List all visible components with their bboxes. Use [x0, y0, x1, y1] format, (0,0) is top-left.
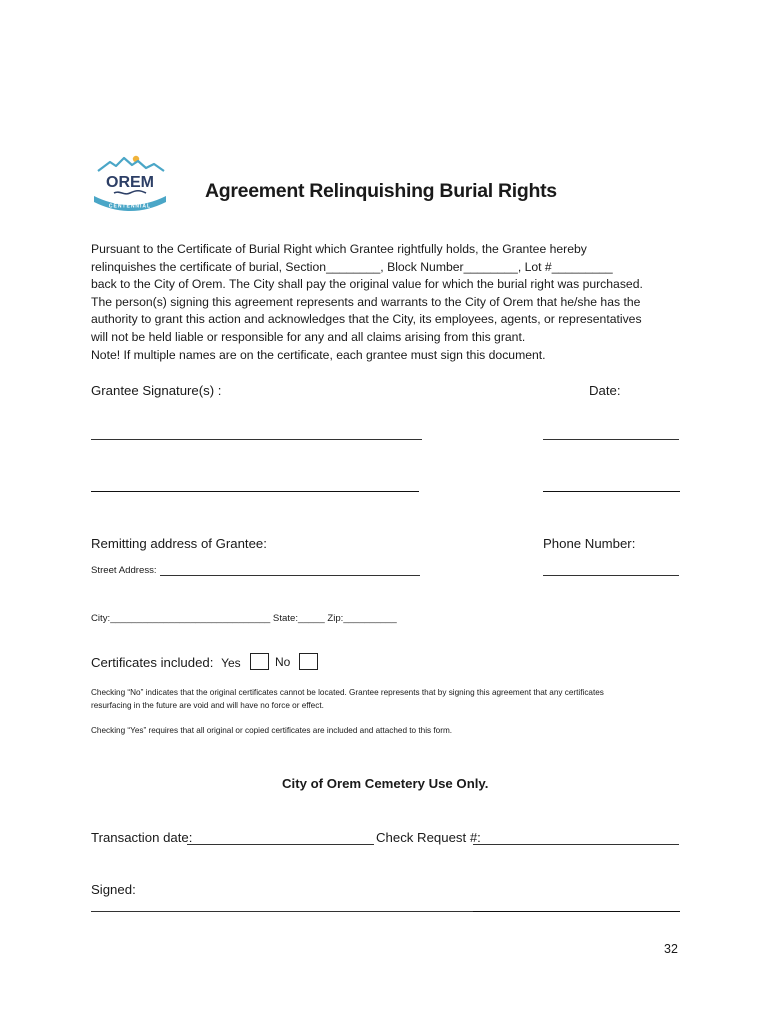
paragraph-line: Note! If multiple names are on the certificate, each grantee must sign this document. — [91, 347, 546, 362]
signed-line-thick[interactable] — [473, 911, 680, 912]
office-use-heading: City of Orem Cemetery Use Only. — [282, 776, 489, 791]
paragraph-line: Pursuant to the Certificate of Burial Right which Grantee rightfully holds, the Grantee hereby — [91, 242, 587, 256]
city-state-zip-line[interactable]: City:______________________________ State:_____ Zip:__________ — [91, 613, 397, 624]
date-line-1[interactable] — [543, 439, 679, 440]
paragraph-line: back to the City of Orem. The City shall pay the original value for which the burial right was purchased. — [91, 277, 643, 292]
document-title: Agreement Relinquishing Burial Rights — [205, 180, 557, 202]
logo-mountains — [98, 158, 164, 171]
logo-graphic — [88, 152, 172, 216]
street-address-label: Street Address: — [91, 565, 157, 576]
note-line: resurfacing in the future are void and will have no force or effect. — [91, 701, 324, 711]
street-address-line[interactable] — [160, 575, 420, 576]
check-request-label: Check Request #: — [376, 830, 481, 845]
page-number: 32 — [664, 942, 678, 956]
paragraph-line: relinquishes the certificate of burial, Section________, Block Number________, Lot #_________ — [91, 259, 613, 274]
orem-centennial-logo — [88, 152, 172, 216]
grantee-signature-line-2[interactable] — [91, 491, 419, 492]
phone-number-label: Phone Number: — [543, 536, 636, 551]
paragraph-line: will not be held liable or responsible for any and all claims arising from this grant. — [91, 329, 526, 344]
date-line-2[interactable] — [543, 491, 680, 492]
phone-number-line[interactable] — [543, 575, 679, 576]
transaction-date-line[interactable] — [187, 844, 374, 845]
date-label: Date: — [589, 383, 621, 398]
agreement-paragraph — [91, 241, 643, 364]
transaction-date-label: Transaction date: — [91, 830, 193, 845]
yes-label: Yes — [221, 656, 241, 670]
certificates-included-label — [91, 655, 241, 670]
grantee-signature-line-1[interactable] — [91, 439, 422, 440]
logo-wordmark: OREM — [106, 174, 154, 191]
no-label: No — [275, 655, 291, 669]
no-checkbox[interactable] — [299, 653, 318, 670]
logo-banner-text: CENTENNIAL — [108, 203, 152, 210]
remitting-address-label: Remitting address of Grantee: — [91, 536, 267, 551]
check-request-line[interactable] — [473, 844, 679, 845]
grantee-signature-label: Grantee Signature(s) : — [91, 383, 222, 398]
checking-no-note — [91, 686, 604, 713]
checking-yes-note: Checking “Yes” requires that all original or copied certificates are included and attached to this form. — [91, 726, 453, 735]
logo-river — [114, 191, 146, 194]
certificates-label-text: Certificates included: — [91, 655, 214, 670]
paragraph-line: authority to grant this action and acknowledges that the City, its employees, agents, or representatives — [91, 312, 642, 327]
signed-line-thin[interactable] — [91, 911, 473, 912]
signed-label: Signed: — [91, 882, 136, 897]
yes-checkbox[interactable] — [250, 653, 269, 670]
note-line: Checking “No” indicates that the original certificates cannot be located. Grantee represents that by signing this agreement that any certificates — [91, 688, 604, 697]
paragraph-line: The person(s) signing this agreement represents and warrants to the City of Orem that he/she has the — [91, 294, 641, 309]
